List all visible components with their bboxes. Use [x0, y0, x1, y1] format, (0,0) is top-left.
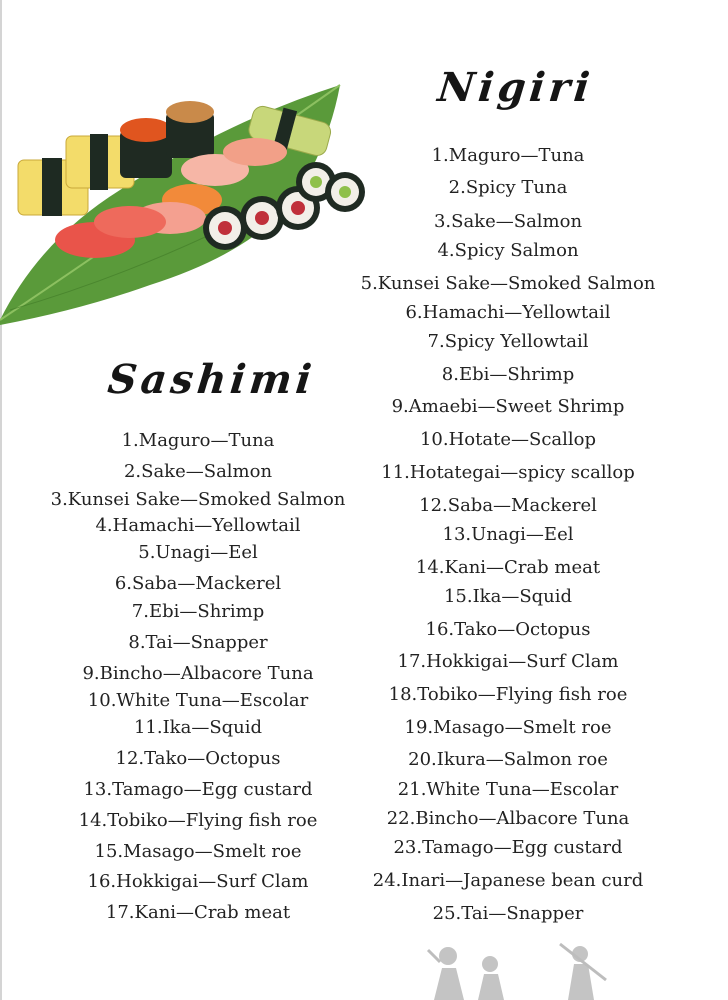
sushi-platter-illustration: [0, 70, 380, 330]
nigiri-item: [433, 211, 656, 232]
nigiri-item-label: 1.Maguro—Tuna: [431, 145, 585, 166]
nigiri-item: [397, 651, 728, 672]
sashimi-item-label: 7.Ebi—Shrimp: [131, 601, 265, 622]
nigiri-item-label: 20.Ikura—Salmon roe: [408, 749, 608, 770]
nigiri-item: [372, 870, 728, 891]
nigiri-heading: Nigiri: [435, 64, 596, 111]
sashimi-item-label: 8.Tai—Snapper: [128, 632, 268, 653]
nigiri-item: [404, 717, 715, 738]
sashimi-item-label: 15.Masago—Smelt roe: [94, 841, 302, 862]
nigiri-item-label: 4.Spicy Salmon: [437, 240, 579, 261]
nigiri-item: [442, 524, 639, 545]
nigiri-item-label: 15.Ika—Squid: [443, 586, 573, 607]
nigiri-item: [419, 495, 686, 516]
sashimi-item-label: 13.Tamago—Egg custard: [83, 779, 313, 800]
nigiri-item-label: 17.Hokkigai—Surf Clam: [397, 651, 619, 672]
sashimi-item-label: 9.Bincho—Albacore Tuna: [82, 663, 314, 684]
sashimi-item: [105, 902, 382, 923]
sashimi-item-label: 4.Hamachi—Yellowtail: [95, 515, 301, 536]
sashimi-item: [138, 542, 318, 563]
nigiri-item: [441, 364, 640, 385]
nigiri-item: [405, 302, 713, 323]
sashimi-item: [94, 841, 405, 862]
nigiri-item: [415, 557, 692, 578]
sashimi-item: [121, 430, 351, 451]
nigiri-item-label: 9.Amaebi—Sweet Shrimp: [391, 396, 625, 417]
nigiri-item-label: 8.Ebi—Shrimp: [441, 364, 575, 385]
sashimi-item-label: 3.Kunsei Sake—Smoked Salmon: [50, 489, 346, 510]
sashimi-item: [133, 717, 326, 738]
sashimi-item: [114, 573, 364, 594]
nigiri-item-label: 12.Saba—Mackerel: [419, 495, 597, 516]
sashimi-item-label: 10.White Tuna—Escolar: [87, 690, 309, 711]
nigiri-item: [419, 429, 684, 450]
sashimi-heading: Sashimi: [105, 356, 318, 403]
nigiri-item-label: 10.Hotate—Scallop: [419, 429, 597, 450]
sashimi-item-label: 16.Hokkigai—Surf Clam: [87, 871, 309, 892]
nigiri-item: [393, 837, 728, 858]
sashimi-item: [131, 601, 330, 622]
sashimi-item-label: 1.Maguro—Tuna: [121, 430, 275, 451]
nigiri-item-label: 16.Tako—Octopus: [425, 619, 591, 640]
sashimi-item-label: 11.Ika—Squid: [133, 717, 263, 738]
sashimi-item-label: 6.Saba—Mackerel: [114, 573, 282, 594]
nigiri-item: [386, 808, 728, 829]
nigiri-item: [432, 903, 659, 924]
nigiri-item-label: 6.Hamachi—Yellowtail: [405, 302, 611, 323]
nigiri-item: [427, 331, 669, 352]
nigiri-item: [431, 145, 661, 166]
nigiri-item-label: 13.Unagi—Eel: [442, 524, 574, 545]
sashimi-item-label: 5.Unagi—Eel: [138, 542, 258, 563]
nigiri-item: [443, 586, 636, 607]
nigiri-item-label: 7.Spicy Yellowtail: [427, 331, 589, 352]
nigiri-item: [397, 779, 728, 800]
nigiri-item-label: 2.Spicy Tuna: [448, 177, 568, 198]
nigiri-item-label: 14.Kani—Crab meat: [415, 557, 601, 578]
sashimi-item: [87, 690, 418, 711]
nigiri-item: [381, 462, 728, 483]
sashimi-item: [87, 871, 419, 892]
sashimi-item: [78, 810, 437, 831]
nigiri-item-label: 11.Hotategai—spicy scallop: [381, 462, 635, 483]
sashimi-item: [83, 779, 427, 800]
nigiri-item-label: 3.Sake—Salmon: [433, 211, 583, 232]
nigiri-item-label: 5.Kunsei Sake—Smoked Salmon: [360, 273, 656, 294]
sashimi-item: [82, 663, 429, 684]
nigiri-item-label: 21.White Tuna—Escolar: [397, 779, 619, 800]
nigiri-item: [425, 619, 673, 640]
nigiri-item-label: 25.Tai—Snapper: [432, 903, 584, 924]
nigiri-item-label: 22.Bincho—Albacore Tuna: [386, 808, 630, 829]
nigiri-item-label: 23.Tamago—Egg custard: [393, 837, 623, 858]
sashimi-item-label: 12.Tako—Octopus: [115, 748, 281, 769]
sashimi-item: [128, 632, 337, 653]
nigiri-item: [408, 749, 708, 770]
nigiri-item: [448, 177, 627, 198]
footer-decoration: [420, 940, 640, 1000]
sashimi-item-label: 2.Sake—Salmon: [123, 461, 273, 482]
nigiri-item: [391, 396, 728, 417]
nigiri-item-label: 24.Inari—Japanese bean curd: [372, 870, 644, 891]
sashimi-item-label: 14.Tobiko—Flying fish roe: [78, 810, 318, 831]
nigiri-item: [388, 684, 728, 705]
sashimi-item: [123, 461, 346, 482]
sashimi-item: [95, 515, 403, 536]
sashimi-item: [115, 748, 363, 769]
nigiri-item: [437, 240, 649, 261]
nigiri-item-label: 18.Tobiko—Flying fish roe: [388, 684, 628, 705]
nigiri-item-label: 19.Masago—Smelt roe: [404, 717, 612, 738]
nigiri-item: [360, 273, 728, 294]
sashimi-item-label: 17.Kani—Crab meat: [105, 902, 291, 923]
sashimi-item: [50, 489, 493, 510]
